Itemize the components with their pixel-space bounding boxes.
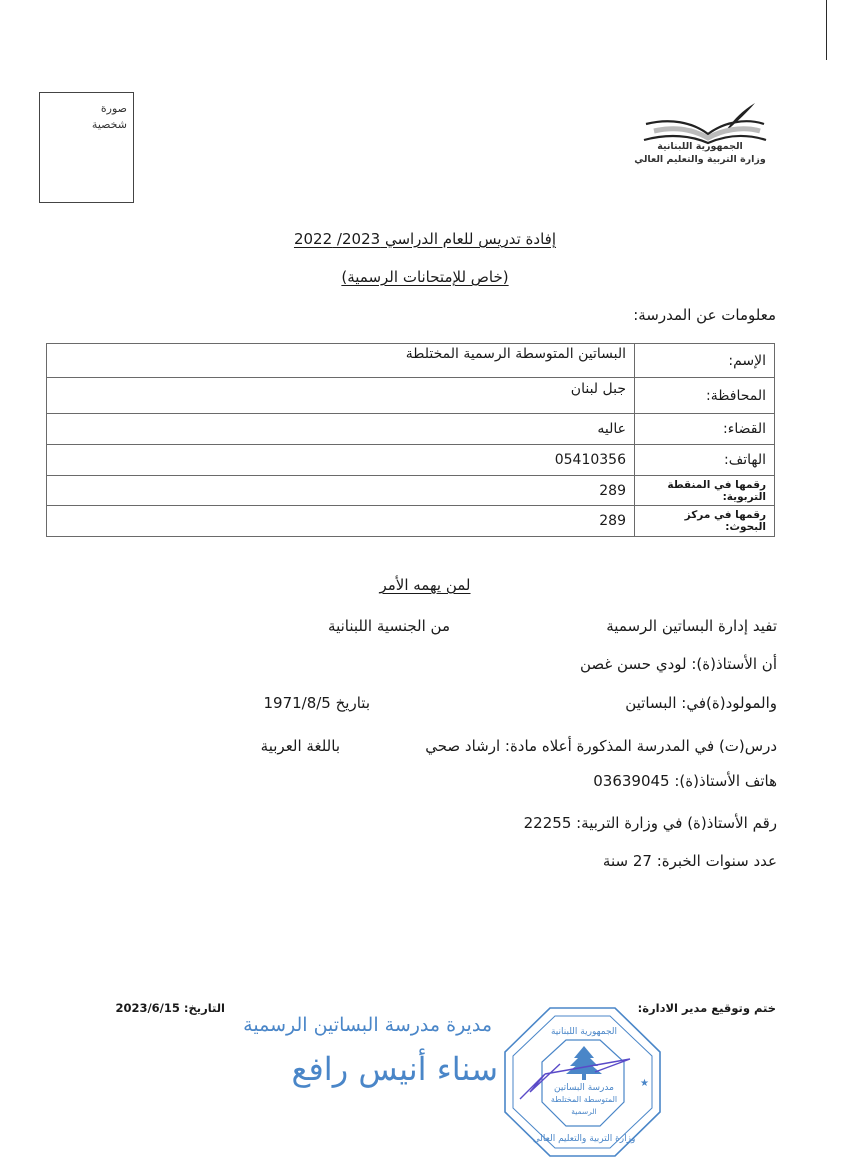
table-row-district bbox=[47, 414, 775, 445]
label-region-number: رقمها في المنقطة التربوية: bbox=[635, 476, 775, 506]
handwritten-director-title: مديرة مدرسة البساتين الرسمية bbox=[243, 1014, 492, 1036]
ministry-name bbox=[630, 140, 770, 166]
school-info-table bbox=[46, 343, 775, 537]
value-phone: 05410356 bbox=[47, 445, 635, 476]
table-row-region-number bbox=[47, 476, 775, 506]
stamp-inner-line1: مدرسة البساتين bbox=[554, 1083, 614, 1093]
ministry-line2: وزارة التربية والتعليم العالي bbox=[634, 154, 766, 165]
value-district: عاليه bbox=[47, 414, 635, 445]
label-name: الإسم: bbox=[635, 344, 775, 378]
scan-edge-line bbox=[826, 0, 827, 60]
document-subtitle-text: (خاص للإمتحانات الرسمية) bbox=[341, 268, 509, 286]
label-phone: الهاتف: bbox=[635, 445, 775, 476]
stamp-star-icon: ★ bbox=[640, 1078, 649, 1089]
value-governorate: جبل لبنان bbox=[47, 378, 635, 414]
table-row-name bbox=[47, 344, 775, 378]
administration-statement: تفيد إدارة البساتين الرسمية bbox=[606, 617, 777, 635]
ministry-line1: الجمهورية اللبنانية bbox=[657, 141, 743, 152]
photo-label-line1: صورة bbox=[100, 102, 127, 115]
years-of-experience: عدد سنوات الخبرة: 27 سنة bbox=[602, 852, 777, 870]
teaching-language: باللغة العربية bbox=[260, 737, 340, 755]
birth-place: والمولود(ة)في: البساتين bbox=[625, 694, 777, 712]
photo-label bbox=[92, 101, 127, 133]
salutation-text: لمن يهمه الأمر bbox=[379, 576, 471, 594]
teacher-name: أن الأستاذ(ة): لودي حسن غصن bbox=[579, 655, 777, 673]
subject-taught: درس(ت) في المدرسة المذكورة أعلاه مادة: ارشاد صحي bbox=[425, 737, 777, 755]
signature-date: التاريخ: 2023/6/15 bbox=[115, 1001, 225, 1015]
salutation bbox=[0, 576, 850, 594]
value-name: البساتين المتوسطة الرسمية المختلطة bbox=[47, 344, 635, 378]
label-district: القضاء: bbox=[635, 414, 775, 445]
value-region-number: 289 bbox=[47, 476, 635, 506]
stamp-inner-line2: المتوسطة المختلطة bbox=[550, 1095, 618, 1104]
photo-label-line2: شخصية bbox=[91, 118, 127, 131]
ministry-number: رقم الأستاذ(ة) في وزارة التربية: 22255 bbox=[523, 814, 777, 832]
stamp-outer-bottom: وزارة التربية والتعليم العالي bbox=[532, 1134, 636, 1144]
value-research-center-number: 289 bbox=[47, 506, 635, 537]
document-subtitle bbox=[0, 268, 850, 286]
teacher-phone: هاتف الأستاذ(ة): 03639045 bbox=[593, 772, 777, 790]
school-stamp bbox=[500, 1004, 665, 1159]
stamp-outer-top: الجمهورية اللبنانية bbox=[550, 1027, 618, 1037]
table-row-governorate bbox=[47, 378, 775, 414]
table-row-research-center-number bbox=[47, 506, 775, 537]
document-title-text: إفادة تدريس للعام الدراسي 2023/ 2022 bbox=[293, 230, 557, 248]
signature-label: ختم وتوقيع مدير الادارة: bbox=[637, 1001, 776, 1015]
birth-date: بتاريخ 1971/8/5 bbox=[263, 694, 370, 712]
label-governorate: المحافظة: bbox=[635, 378, 775, 414]
stamp-inner-line3: الرسمية bbox=[571, 1107, 597, 1116]
document-title bbox=[0, 230, 850, 248]
nationality: من الجنسية اللبنانية bbox=[328, 617, 450, 635]
school-info-heading: معلومات عن المدرسة: bbox=[633, 306, 776, 324]
personal-photo-box bbox=[39, 92, 134, 203]
label-research-center-number: رقمها في مركز البحوث: bbox=[635, 506, 775, 537]
cedar-tree-icon bbox=[566, 1046, 602, 1080]
table-row-phone bbox=[47, 445, 775, 476]
handwritten-director-name: سناء أنيس رافع bbox=[291, 1050, 498, 1088]
